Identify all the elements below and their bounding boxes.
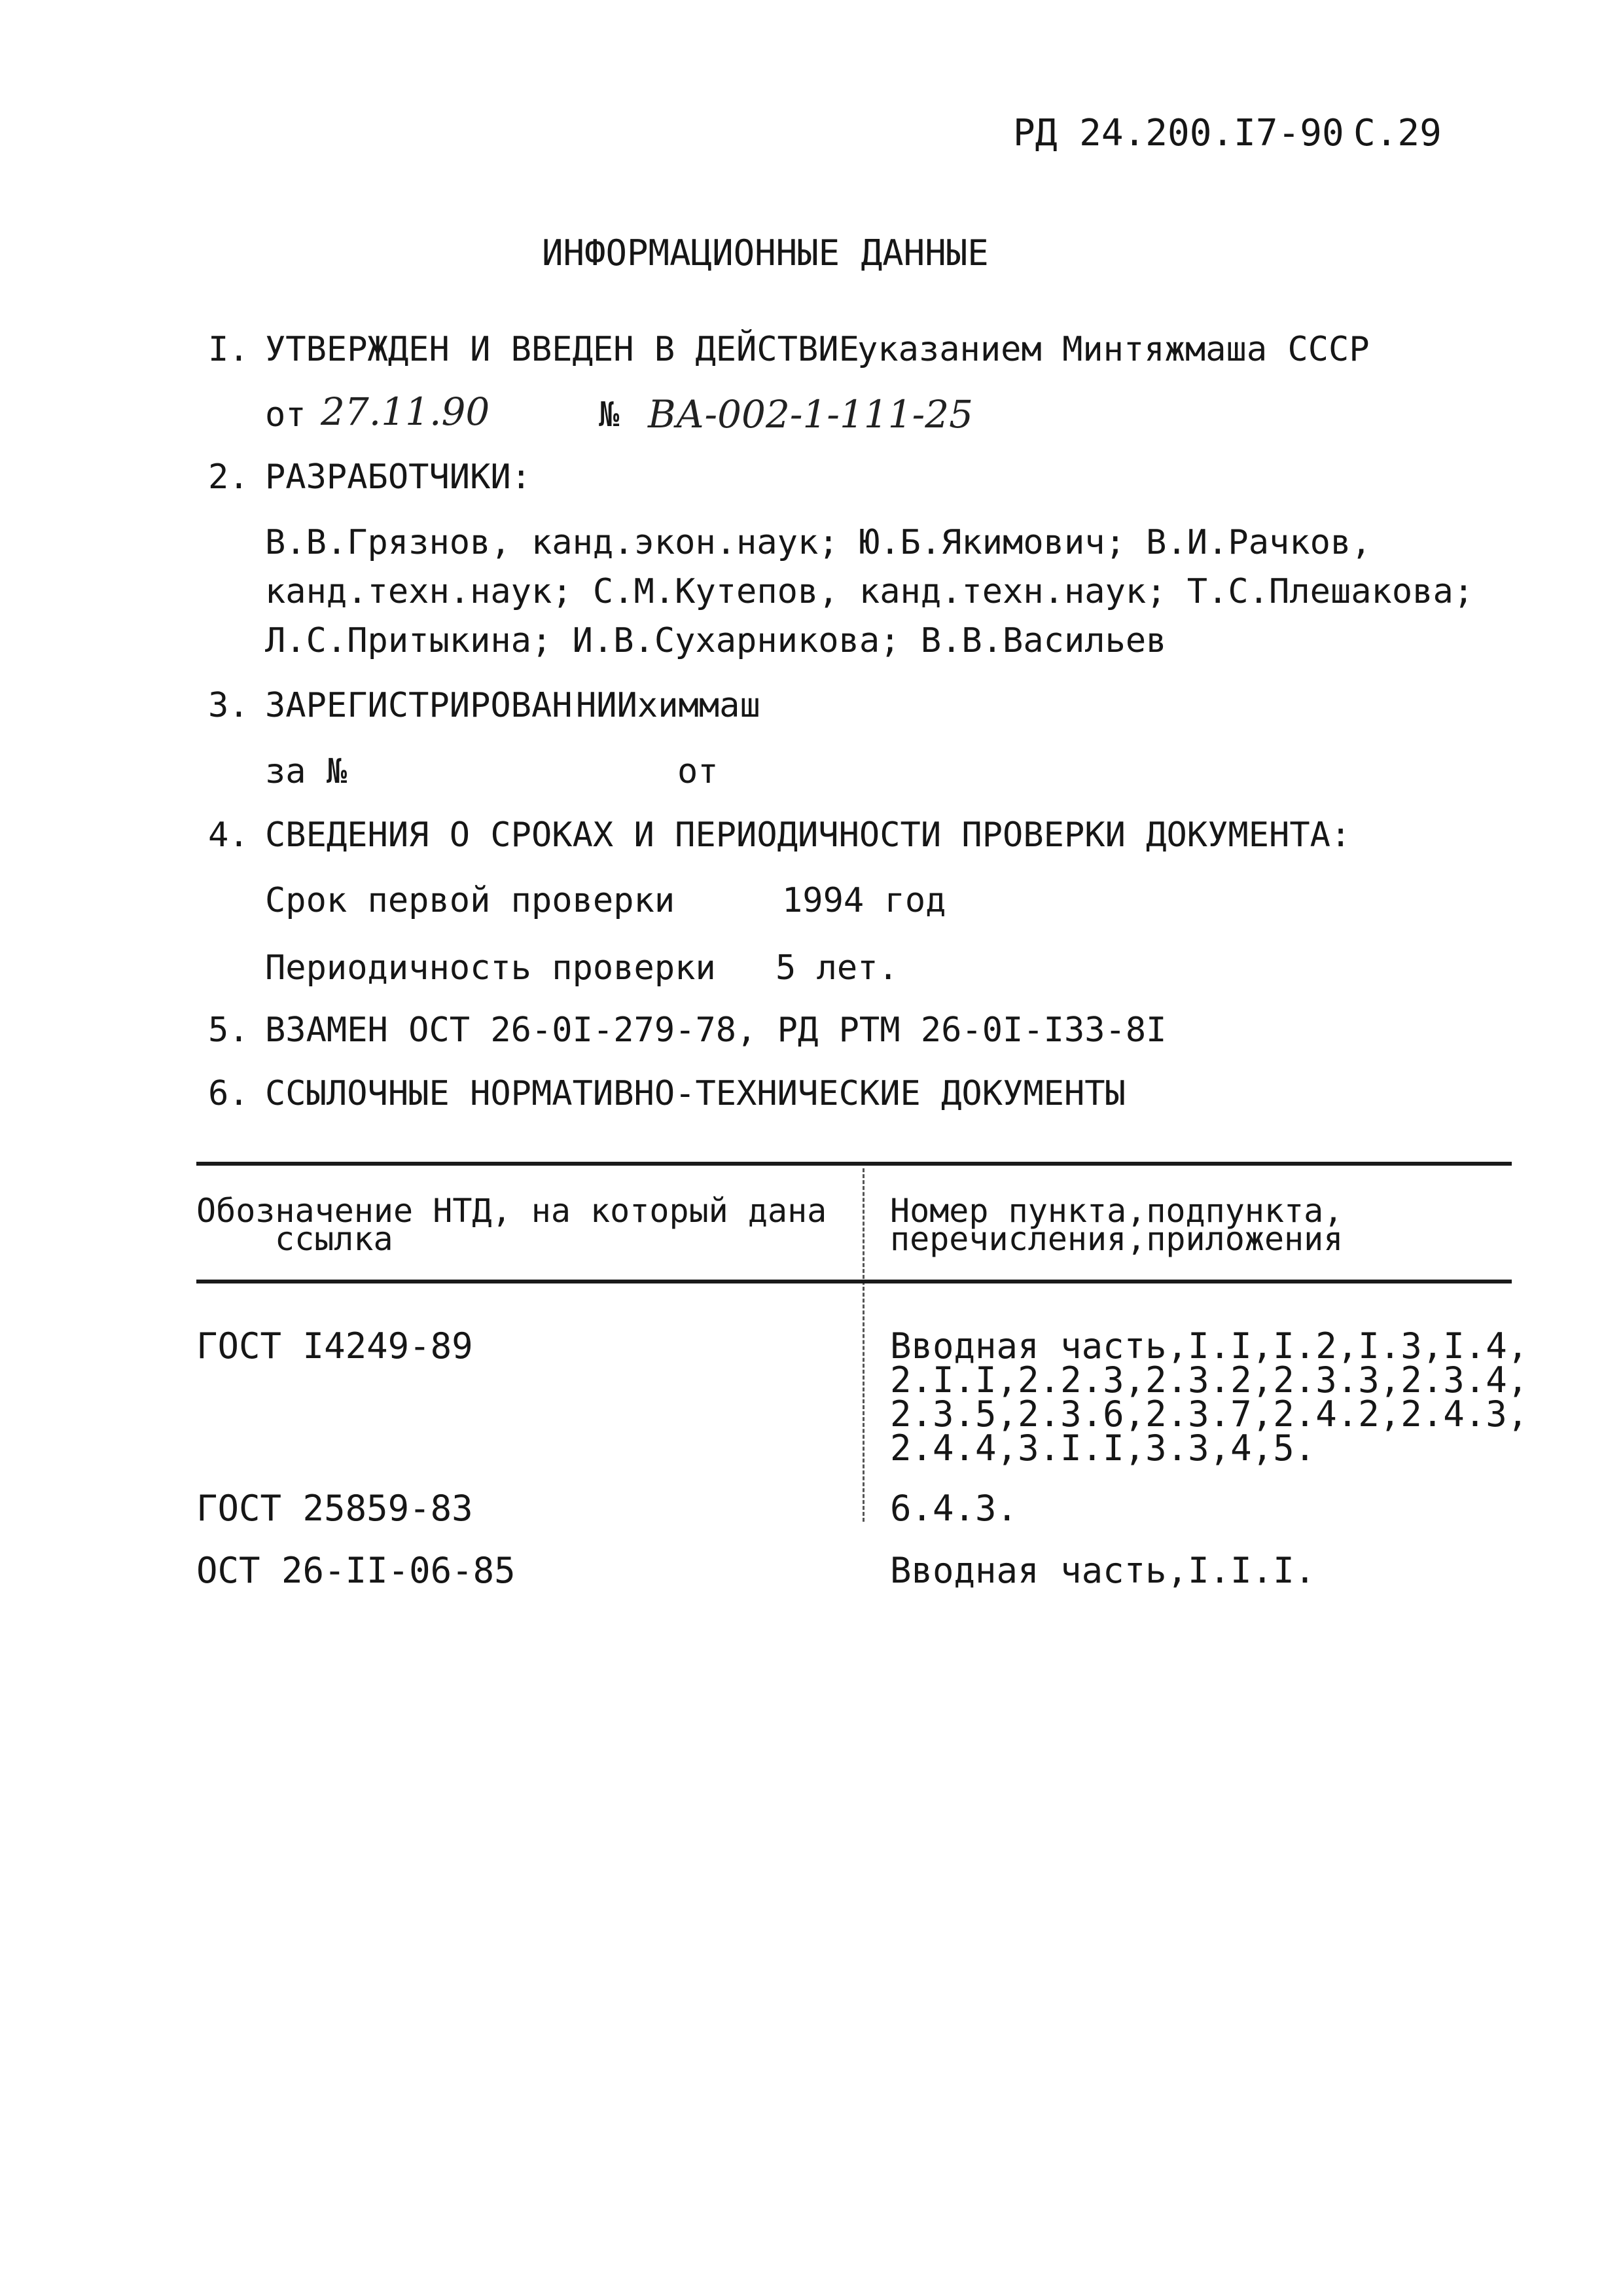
- page-title: ИНФОРМАЦИОННЫЕ ДАННЫЕ: [542, 232, 989, 274]
- registration-date-label: от: [677, 752, 719, 791]
- table-cell-refs: 2.I.I,2.2.3,2.3.2,2.3.3,2.3.4,: [890, 1359, 1529, 1401]
- table-cell-doc: ГОСТ I4249-89: [196, 1325, 473, 1367]
- item-2-caps: РАЗРАБОТЧИКИ:: [265, 457, 531, 497]
- table-cell-refs: Вводная часть,I.I,I.2,I.3,I.4,: [890, 1325, 1529, 1367]
- review-first-label: Срок первой проверки: [265, 881, 675, 920]
- developers-line-1: В.В.Грязнов, канд.экон.наук; Ю.Б.Якимович; В.И.Рачков,: [265, 523, 1372, 562]
- item-6-caps: ССЫЛОЧНЫЕ НОРМАТИВНО-ТЕХНИЧЕСКИЕ ДОКУМЕНТЫ: [265, 1074, 1126, 1113]
- developers-line-2: канд.техн.наук; С.М.Кутепов, канд.техн.наук; Т.С.Плешакова;: [265, 572, 1474, 611]
- table-cell-refs: 2.4.4,3.I.I,3.3,4,5.: [890, 1427, 1316, 1469]
- table-top-rule: [196, 1162, 1512, 1166]
- developers-line-3: Л.С.Притыкина; И.В.Сухарникова; В.В.Васильев: [265, 621, 1167, 660]
- table-cell-refs: 2.3.5,2.3.6,2.3.7,2.4.2,2.4.3,: [890, 1393, 1529, 1435]
- table-header-designation-line-2: ссылка: [275, 1220, 393, 1258]
- approval-number-label: №: [599, 395, 620, 435]
- table-cell-refs: Вводная часть,I.I.I.: [890, 1550, 1316, 1591]
- table-header-clause: Номер пункта,подпункта,: [890, 1192, 1344, 1230]
- table-column-divider: [863, 1168, 865, 1522]
- item-4-caps: СВЕДЕНИЯ О СРОКАХ И ПЕРИОДИЧНОСТИ ПРОВЕРКИ ДОКУМЕНТА:: [265, 816, 1351, 855]
- doc-number: РД 24.200.I7-90: [1013, 112, 1344, 154]
- item-3-caps: ЗАРЕГИСТРИРОВАН: [265, 686, 573, 725]
- table-cell-doc: ГОСТ 25859-83: [196, 1488, 473, 1529]
- review-period-value: 5 лет.: [776, 948, 899, 988]
- table-cell-doc: ОСТ 26-II-06-85: [196, 1550, 516, 1591]
- approval-date-handwritten: 27.11.90: [321, 389, 490, 434]
- item-4-number: 4.: [208, 816, 249, 855]
- item-1-caps: УТВЕРЖДЕН И ВВЕДЕН В ДЕЙСТВИЕ: [265, 330, 859, 369]
- item-6-number: 6.: [208, 1074, 249, 1113]
- table-header-clause-line-2: перечисления,приложения: [890, 1220, 1344, 1258]
- review-period-label: Периодичность проверки: [265, 948, 716, 988]
- page-number: С.29: [1353, 112, 1442, 154]
- approval-number-handwritten: ВА-002-1-111-25: [648, 392, 974, 437]
- item-5-number: 5.: [208, 1011, 249, 1050]
- item-1-number: I.: [208, 330, 249, 369]
- item-3-number: 3.: [208, 686, 249, 725]
- review-first-value: 1994 год: [782, 881, 946, 920]
- table-header-rule: [196, 1280, 1512, 1283]
- item-2-number: 2.: [208, 457, 249, 497]
- item-3-text: НИИхиммаш: [576, 686, 760, 725]
- table-cell-refs: 6.4.3.: [890, 1488, 1018, 1529]
- approval-date-label: от: [265, 395, 306, 435]
- table-header-designation: Обозначение НТД, на который дана: [196, 1192, 827, 1230]
- registration-number-label: за №: [265, 752, 348, 791]
- item-5-text: ВЗАМЕН ОСТ 26-0I-279-78, РД РТМ 26-0I-I33-8I: [265, 1011, 1167, 1050]
- item-1-text: указанием Минтяжмаша СССР: [857, 330, 1370, 369]
